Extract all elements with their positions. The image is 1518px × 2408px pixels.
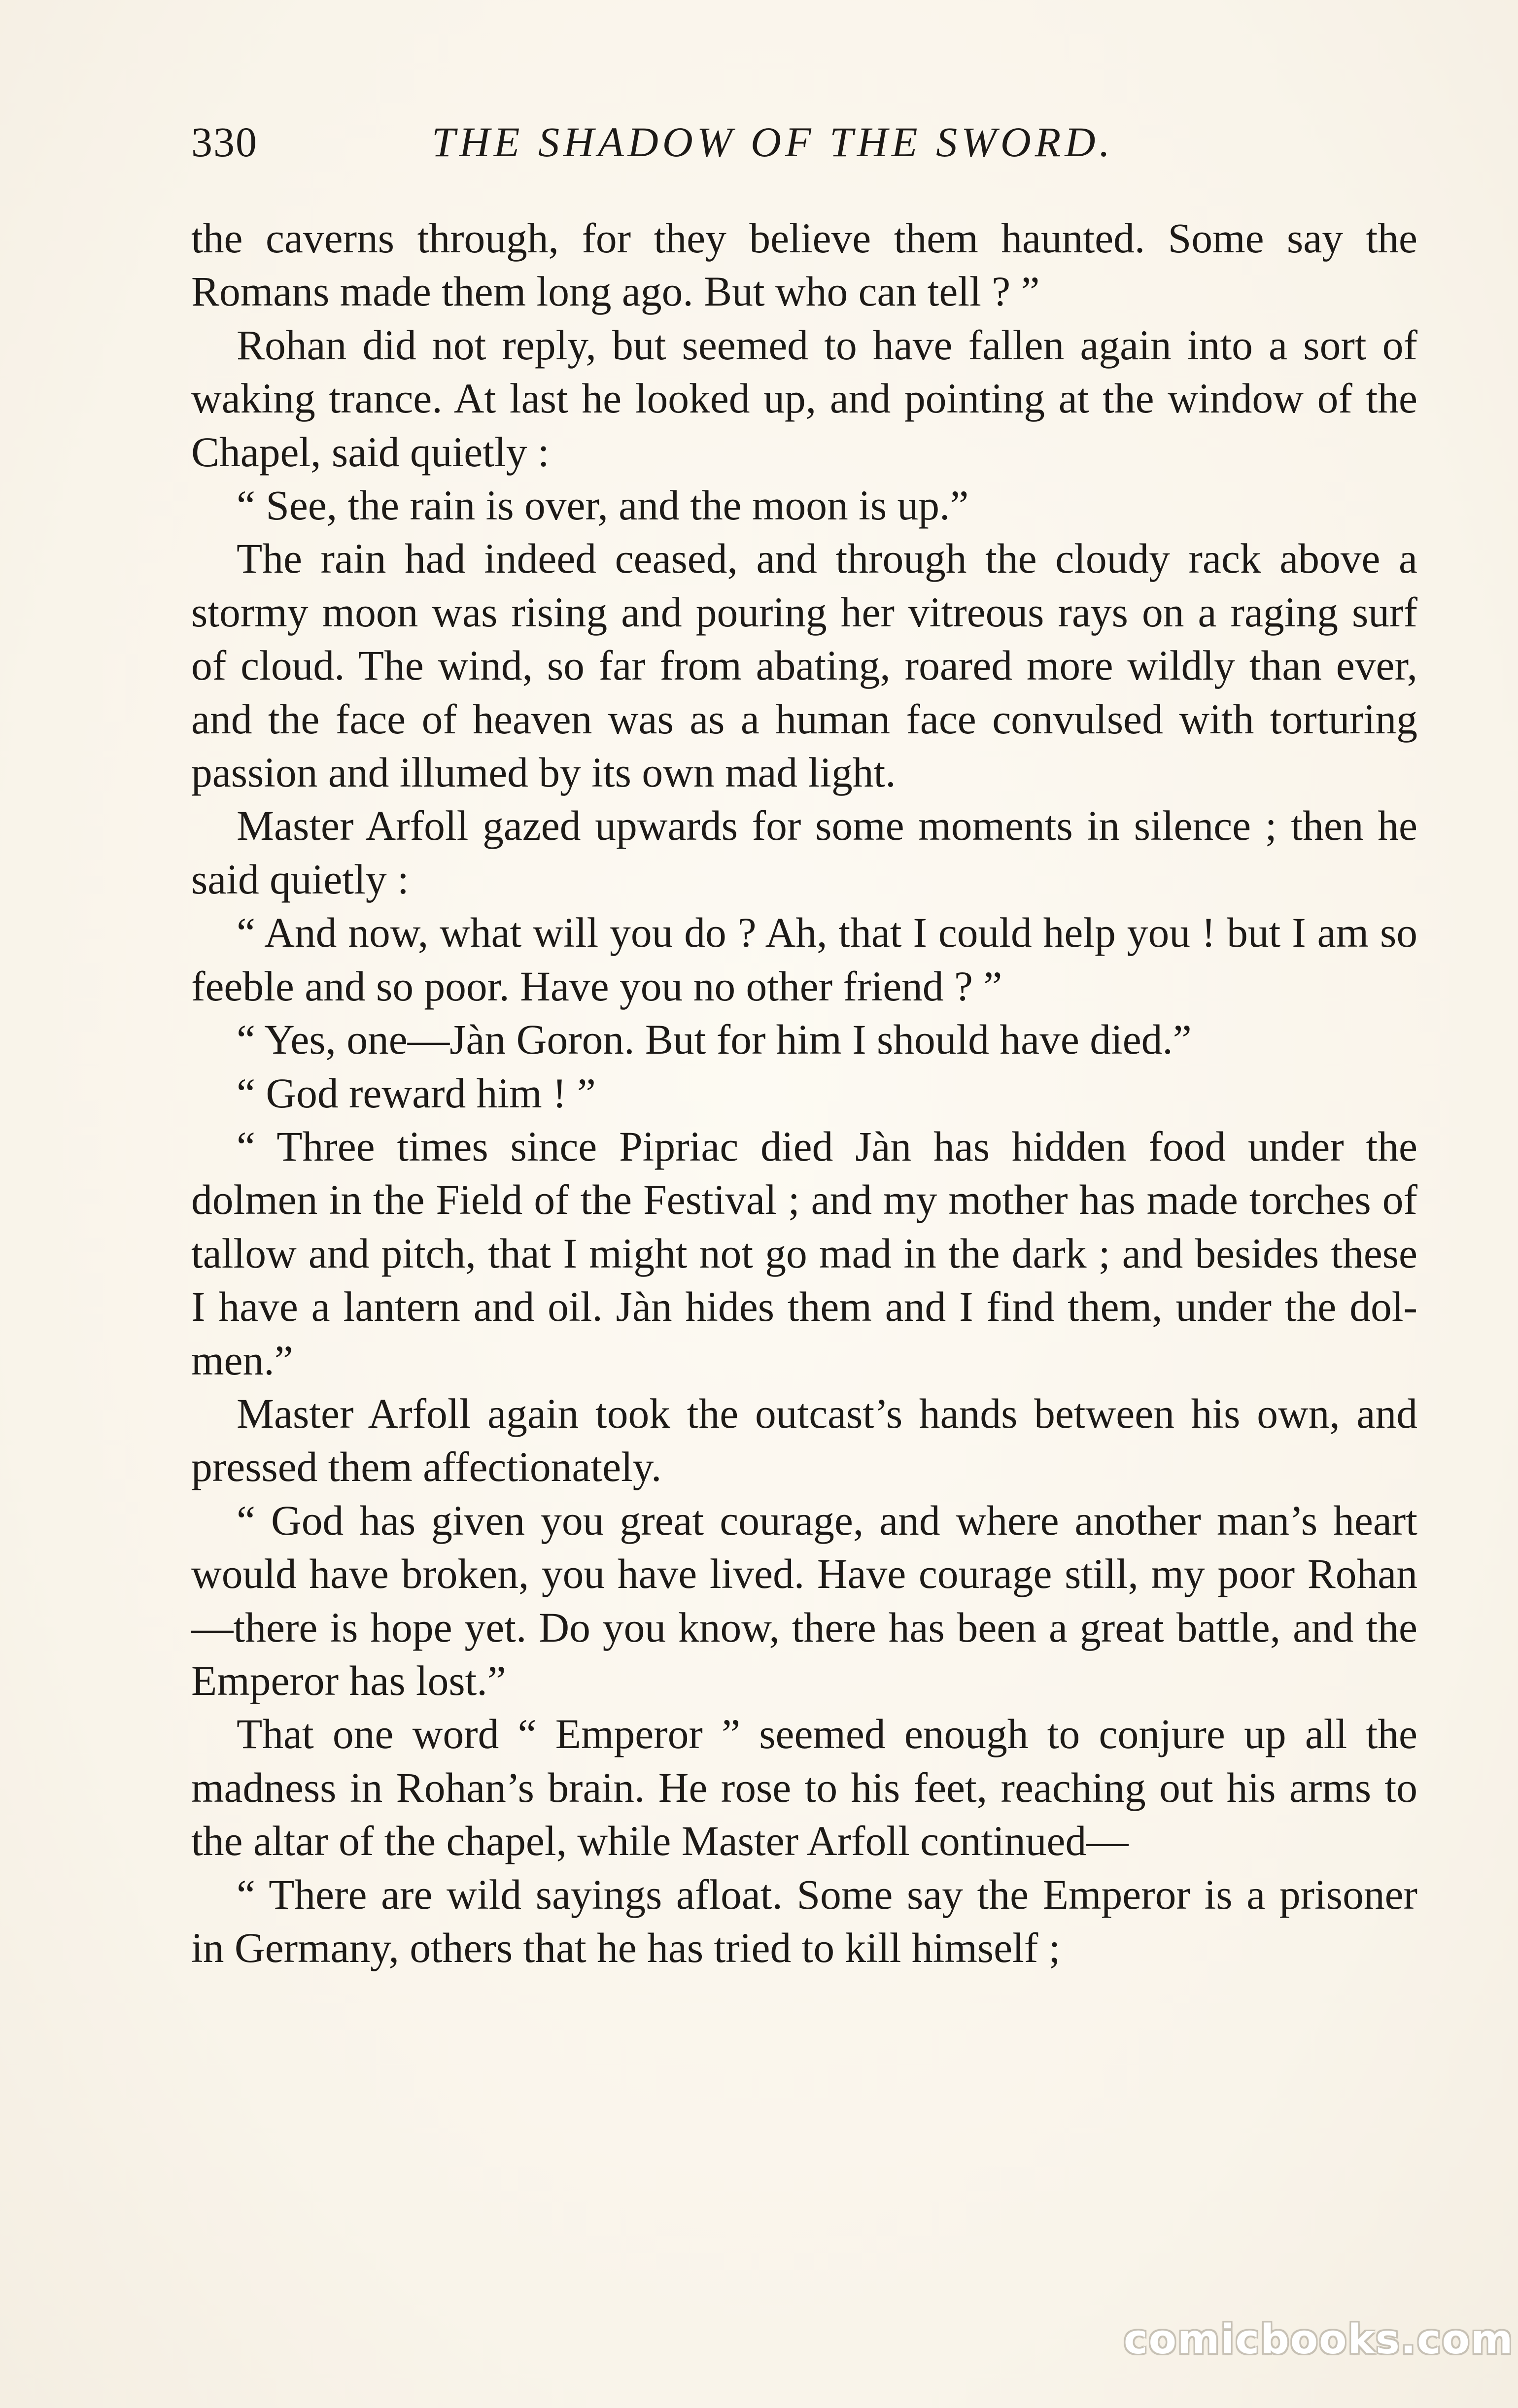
paragraph: “ There are wild sayings afloat. Some say the Emperor is a prisoner in Germany, others that he has tried to kill himself ; [191,1871,1417,1971]
watermark: comicbooks.com [1124,2316,1514,2363]
paragraph: Rohan did not reply, but seemed to have fallen again into a sort of waking trance. At last he looked up, and pointing at the window of the Chapel, said quietly : [191,322,1417,476]
paragraph: “ Three times since Pipriac died Jàn has hidden food under the dolmen in the Field of the Festival ; and my mother has made torches of tallow and pitch, that I might not go mad in the dark ; and besides these I have a lantern and oil. Jàn hides them and I find them, under the dol-men.” [191,1123,1417,1384]
paragraph: “ See, the rain is over, and the moon is up.” [237,482,969,529]
paragraph: “ And now, what will you do ? Ah, that I could help you ! but I am so feeble and so poor. Have you no other friend ? ” [191,910,1417,1010]
paragraph: The rain had indeed ceased, and through the cloudy rack above a stormy moon was rising and pouring her vitreous rays on a raging surf of cloud. The wind, so far from abating, roared more wildly than ever, and the face of heaven was as a human face convulsed with torturing passion and illumed by its own mad light. [191,536,1417,796]
body-text [191,212,1417,1975]
paragraph: Master Arfoll again took the outcast’s hands between his own, and pressed them affectionately. [191,1390,1417,1491]
paragraph: That one word “ Emperor ” seemed enough to conjure up all the madness in Rohan’s brain. He rose to his feet, reaching out his arms to the altar of the chapel, while Master Arfoll continued— [191,1711,1417,1865]
paragraph: “ Yes, one—Jàn Goron. But for him I should have died.” [237,1017,1192,1064]
paragraph: the caverns through, for they believe them haunted. Some say the Romans made them long ago. But who can tell ? ” [191,215,1417,315]
running-head: THE SHADOW OF THE SWORD. [432,118,1114,166]
paragraph: “ God reward him ! ” [237,1070,596,1117]
page-header [191,112,1423,172]
page-number: 330 [191,118,258,166]
paragraph: Master Arfoll gazed upwards for some moments in silence ; then he said quietly : [191,803,1417,903]
paragraph: “ God has given you great courage, and where another man’s heart would have broken, you have lived. Have courage still, my poor Rohan—there is hope yet. Do you know, there has been a great battle, and the Emperor has lost.” [191,1497,1417,1704]
